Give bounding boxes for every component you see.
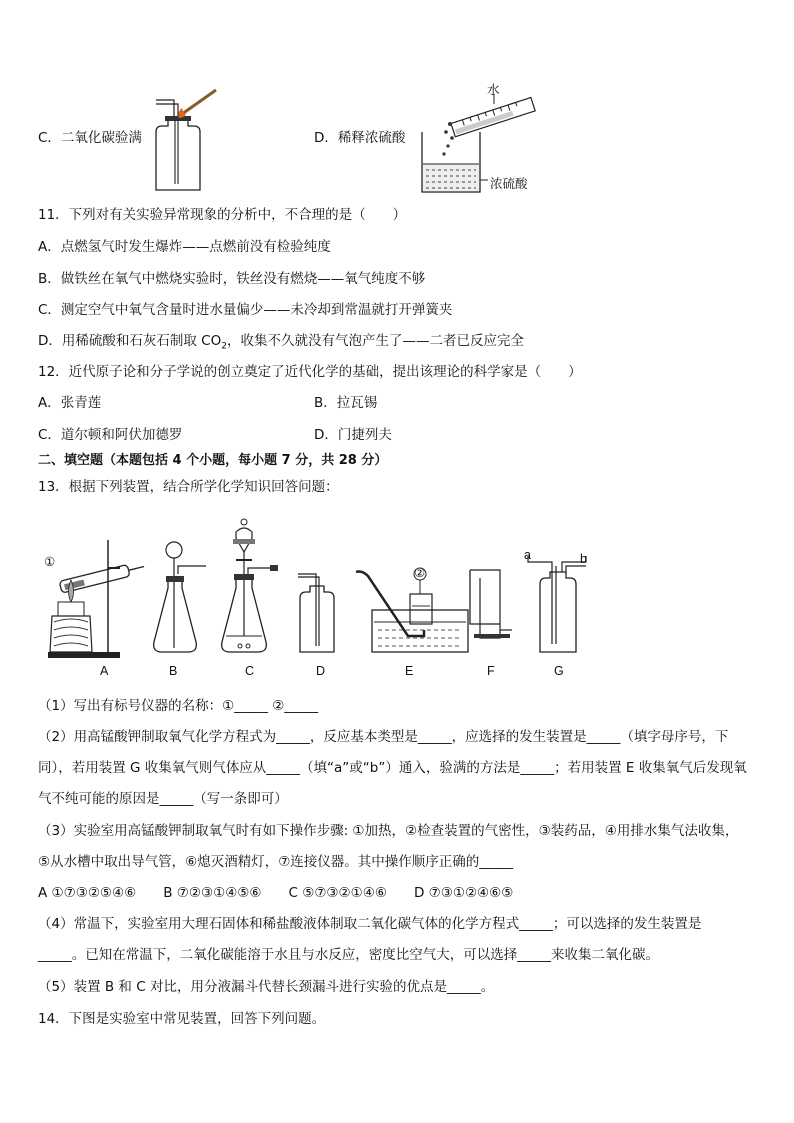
q10-option-d: D．稀释浓硫酸 [314,130,406,146]
section-title: 二、填空题（本题包括 4 个小题，每小题 7 分，共 28 分） [38,453,388,468]
q12-option-d: D．门捷列夫 [314,427,392,443]
q13-part1: （1）写出有标号仪器的名称：①_____ ②_____ [38,698,319,714]
q13-part3-line2: ⑤从水槽中取出导气管，⑥熄灭酒精灯，⑦连接仪器。其中操作顺序正确的_____ [38,854,514,870]
q11-stem: 11．下列对有关实验异常现象的分析中，不合理的是（ ） [38,207,407,223]
q12-option-b: B．拉瓦锡 [314,395,378,411]
q11-option-d-text: D．用稀硫酸和石灰石制取 CO [38,333,222,349]
mark-1: ① [44,555,56,569]
co2-full-test-figure [148,86,224,194]
q14-stem: 14．下图是实验室中常见装置，回答下列问题。 [38,1011,326,1027]
q13-part2-line3: 气不纯可能的原因是_____（写一条即可） [38,791,288,807]
port-b-label: b [580,552,587,566]
q11-option-d [38,332,524,356]
apparatus-label-e: E [405,664,414,678]
apparatus-label-a: A [100,664,109,678]
apparatus-figure [38,512,598,662]
q11-option-d-tail: ，收集不久就没有气泡产生了——二者已反应完全 [226,333,524,349]
q11-option-d-subscript: 2 [221,341,227,352]
apparatus-label-d: D [316,664,326,678]
q11-option-c: C．测定空气中氧气含量时进水量偏少——未冷却到常温就打开弹簧夹 [38,302,453,318]
q12-option-c: C．道尔顿和阿伏加德罗 [38,427,183,443]
q13-part2-line1: （2）用高锰酸钾制取氧气化学方程式为_____，反应基本类型是_____，应选择的发生装置是_____（填字母序号，下 [38,729,729,745]
q12-stem: 12．近代原子论和分子学说的创立奠定了近代化学的基础，提出该理论的科学家是（ ） [38,364,582,380]
port-a-label: a [524,548,531,562]
q13-part5: （5）装置 B 和 C 对比，用分液漏斗代替长颈漏斗进行实验的优点是_____。 [38,979,495,995]
q11-option-b: B．做铁丝在氧气中燃烧实验时，铁丝没有燃烧——氧气纯度不够 [38,271,426,287]
apparatus-label-c: C [245,664,255,678]
q10-option-c: C．二氧化碳验满 [38,130,142,146]
q13-part2-line2: 同），若用装置 G 收集氧气则气体应从_____（填“a”或“b”）通入，验满的方法是_____；若用装置 E 收集氧气后发现氧 [38,760,747,776]
mark-2: ② [414,566,426,580]
q13-part3-options: A ①⑦③②⑤④⑥ B ⑦②③①④⑤⑥ C ⑤⑦③②①④⑥ D ⑦③①②④⑥⑤ [38,885,514,901]
apparatus-label-g: G [554,664,564,678]
label-concentrated-acid: 浓硫酸 [490,177,528,191]
q13-part4-line1: （4）常温下，实验室用大理石固体和稀盐酸液体制取二氧化碳气体的化学方程式_____；可以选择的发生装置是 [38,916,702,932]
q13-part4-line2: _____。已知在常温下，二氧化碳能溶于水且与水反应，密度比空气大，可以选择_____来收集二氧化碳。 [38,947,659,963]
q11-option-a: A．点燃氢气时发生爆炸——点燃前没有检验纯度 [38,239,331,255]
apparatus-label-f: F [487,664,495,678]
q13-part3-line1: （3）实验室用高锰酸钾制取氧气时有如下操作步骤: ①加热，②检查装置的气密性，③装药品，④用排水集气法收集， [38,823,739,839]
label-water: 水 [487,83,500,97]
q12-option-a: A．张青莲 [38,395,102,411]
apparatus-label-b: B [169,664,178,678]
q13-stem: 13．根据下列装置，结合所学化学知识回答问题： [38,479,339,495]
